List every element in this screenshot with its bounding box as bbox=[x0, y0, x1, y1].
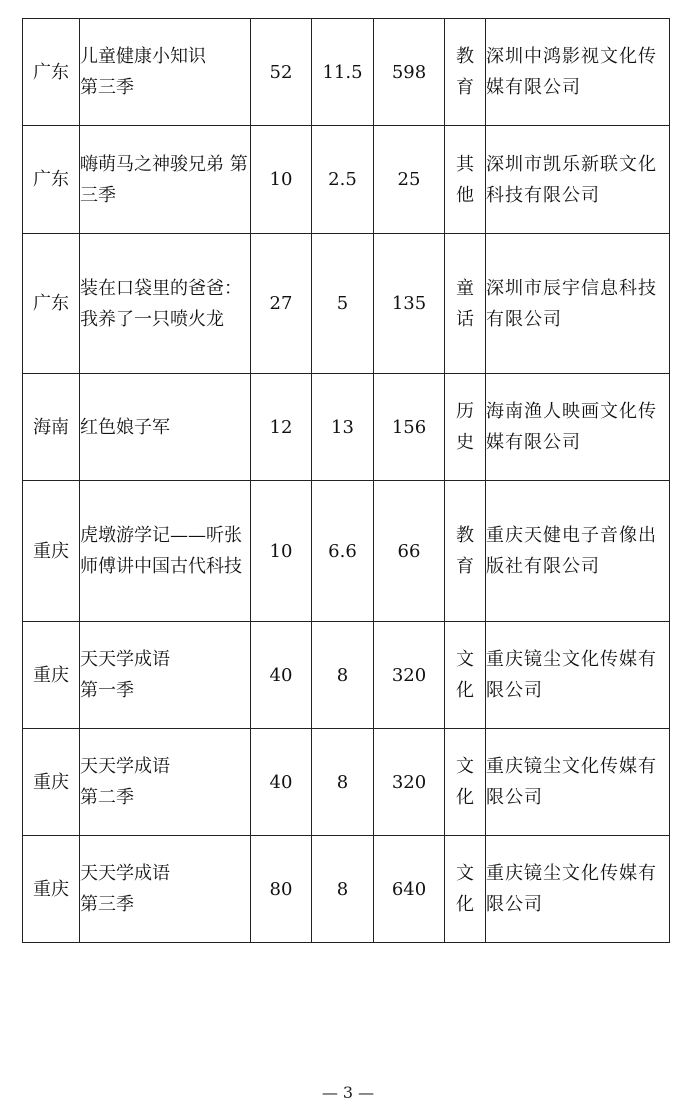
genre-char: 文 bbox=[456, 863, 474, 884]
episodes-text: 27 bbox=[269, 293, 293, 314]
company-text: 深圳市辰宇信息科技有限公司 bbox=[486, 277, 657, 330]
duration-cell bbox=[312, 374, 374, 481]
company-cell bbox=[486, 481, 670, 622]
episodes-text: 52 bbox=[269, 61, 293, 83]
genre-cell bbox=[445, 234, 486, 374]
company-cell bbox=[486, 374, 670, 481]
total-text: 320 bbox=[391, 664, 427, 686]
program-name-text: 天天学成语 第一季 bbox=[80, 649, 170, 701]
total-cell bbox=[374, 729, 445, 836]
company-cell bbox=[486, 126, 670, 234]
genre-cell bbox=[445, 481, 486, 622]
genre-char: 其 bbox=[456, 153, 474, 175]
duration-text: 11.5 bbox=[322, 61, 363, 83]
episodes-text: 80 bbox=[269, 878, 293, 900]
episodes-cell bbox=[251, 729, 312, 836]
episodes-cell bbox=[251, 481, 312, 622]
duration-text: 2.5 bbox=[328, 169, 357, 190]
genre-char: 史 bbox=[456, 432, 474, 453]
episodes-text: 10 bbox=[269, 169, 293, 190]
total-text: 25 bbox=[397, 169, 421, 190]
table-row bbox=[23, 126, 670, 234]
genre-char: 他 bbox=[456, 184, 474, 206]
genre-cell bbox=[445, 19, 486, 126]
province-text: 重庆 bbox=[33, 878, 69, 900]
program-name-text: 天天学成语 第三季 bbox=[80, 863, 170, 915]
province-text: 广东 bbox=[33, 169, 69, 190]
program-name-cell bbox=[80, 622, 251, 729]
total-cell bbox=[374, 19, 445, 126]
genre-char: 教 bbox=[456, 525, 474, 546]
province-cell bbox=[23, 126, 80, 234]
duration-text: 8 bbox=[336, 878, 349, 900]
program-table bbox=[22, 18, 670, 943]
program-name-text: 嗨萌马之神骏兄弟 第三季 bbox=[80, 153, 248, 206]
program-name-text: 天天学成语 第二季 bbox=[80, 756, 170, 808]
company-text: 重庆镜尘文化传媒有限公司 bbox=[486, 863, 657, 915]
company-text: 深圳市凯乐新联文化科技有限公司 bbox=[486, 153, 657, 206]
program-name-text: 儿童健康小知识 第三季 bbox=[80, 46, 206, 98]
total-cell bbox=[374, 374, 445, 481]
province-cell bbox=[23, 836, 80, 943]
episodes-text: 12 bbox=[269, 416, 293, 438]
genre-cell bbox=[445, 622, 486, 729]
total-text: 135 bbox=[391, 293, 427, 314]
duration-cell bbox=[312, 836, 374, 943]
total-text: 156 bbox=[391, 416, 427, 438]
company-cell bbox=[486, 622, 670, 729]
company-cell bbox=[486, 19, 670, 126]
episodes-cell bbox=[251, 126, 312, 234]
program-name-text: 装在口袋里的爸爸：我养了一只喷火龙 bbox=[80, 277, 242, 330]
episodes-cell bbox=[251, 19, 312, 126]
duration-text: 8 bbox=[336, 771, 349, 793]
duration-cell bbox=[312, 234, 374, 374]
program-name-cell bbox=[80, 481, 251, 622]
table-row bbox=[23, 374, 670, 481]
province-text: 重庆 bbox=[33, 771, 69, 793]
program-name-cell bbox=[80, 729, 251, 836]
table-row bbox=[23, 729, 670, 836]
genre-char: 话 bbox=[456, 308, 474, 330]
genre-cell bbox=[445, 729, 486, 836]
duration-text: 8 bbox=[336, 664, 349, 686]
duration-text: 13 bbox=[331, 416, 354, 438]
duration-cell bbox=[312, 19, 374, 126]
episodes-cell bbox=[251, 374, 312, 481]
company-text: 海南渔人映画文化传媒有限公司 bbox=[486, 401, 657, 453]
company-cell bbox=[486, 234, 670, 374]
total-text: 640 bbox=[391, 878, 427, 900]
genre-cell bbox=[445, 836, 486, 943]
province-cell bbox=[23, 481, 80, 622]
episodes-text: 10 bbox=[269, 540, 293, 562]
genre-char: 文 bbox=[456, 756, 474, 777]
duration-cell bbox=[312, 481, 374, 622]
episodes-cell bbox=[251, 234, 312, 374]
program-name-text: 虎墩游学记——听张师傅讲中国古代科技 bbox=[80, 525, 242, 577]
table-row bbox=[23, 481, 670, 622]
table-row bbox=[23, 622, 670, 729]
total-cell bbox=[374, 836, 445, 943]
program-name-cell bbox=[80, 19, 251, 126]
company-cell bbox=[486, 836, 670, 943]
genre-char: 童 bbox=[456, 277, 474, 299]
province-cell bbox=[23, 622, 80, 729]
province-cell bbox=[23, 234, 80, 374]
genre-char: 育 bbox=[456, 77, 474, 98]
province-cell bbox=[23, 729, 80, 836]
province-cell bbox=[23, 374, 80, 481]
duration-text: 5 bbox=[336, 293, 349, 314]
total-cell bbox=[374, 481, 445, 622]
province-text: 重庆 bbox=[33, 540, 69, 562]
total-text: 66 bbox=[397, 540, 421, 562]
table-row bbox=[23, 19, 670, 126]
episodes-cell bbox=[251, 836, 312, 943]
duration-cell bbox=[312, 622, 374, 729]
program-name-cell bbox=[80, 234, 251, 374]
total-cell bbox=[374, 126, 445, 234]
table-row bbox=[23, 234, 670, 374]
duration-cell bbox=[312, 729, 374, 836]
province-text: 广东 bbox=[33, 61, 69, 83]
company-text: 重庆镜尘文化传媒有限公司 bbox=[486, 756, 657, 808]
genre-cell bbox=[445, 126, 486, 234]
genre-char: 文 bbox=[456, 649, 474, 670]
total-text: 598 bbox=[391, 61, 427, 83]
genre-char: 化 bbox=[456, 680, 474, 701]
genre-char: 化 bbox=[456, 894, 474, 915]
province-text: 重庆 bbox=[33, 664, 69, 686]
program-name-text: 红色娘子军 bbox=[80, 416, 170, 438]
province-text: 海南 bbox=[33, 416, 69, 438]
company-text: 重庆天健电子音像出版社有限公司 bbox=[486, 525, 657, 577]
episodes-cell bbox=[251, 622, 312, 729]
genre-char: 育 bbox=[456, 556, 474, 577]
genre-char: 教 bbox=[456, 46, 474, 67]
duration-text: 6.6 bbox=[328, 540, 357, 562]
table-body bbox=[23, 19, 670, 943]
province-cell bbox=[23, 19, 80, 126]
page-number: — 3 — bbox=[321, 1083, 375, 1102]
company-text: 深圳中鸿影视文化传媒有限公司 bbox=[486, 46, 657, 98]
program-name-cell bbox=[80, 126, 251, 234]
genre-cell bbox=[445, 374, 486, 481]
program-name-cell bbox=[80, 374, 251, 481]
episodes-text: 40 bbox=[269, 664, 293, 686]
table-row bbox=[23, 836, 670, 943]
province-text: 广东 bbox=[33, 293, 69, 314]
total-cell bbox=[374, 234, 445, 374]
genre-char: 历 bbox=[456, 401, 474, 422]
genre-char: 化 bbox=[456, 787, 474, 808]
total-text: 320 bbox=[391, 771, 427, 793]
company-text: 重庆镜尘文化传媒有限公司 bbox=[486, 649, 657, 701]
program-name-cell bbox=[80, 836, 251, 943]
episodes-text: 40 bbox=[269, 771, 293, 793]
company-cell bbox=[486, 729, 670, 836]
total-cell bbox=[374, 622, 445, 729]
duration-cell bbox=[312, 126, 374, 234]
